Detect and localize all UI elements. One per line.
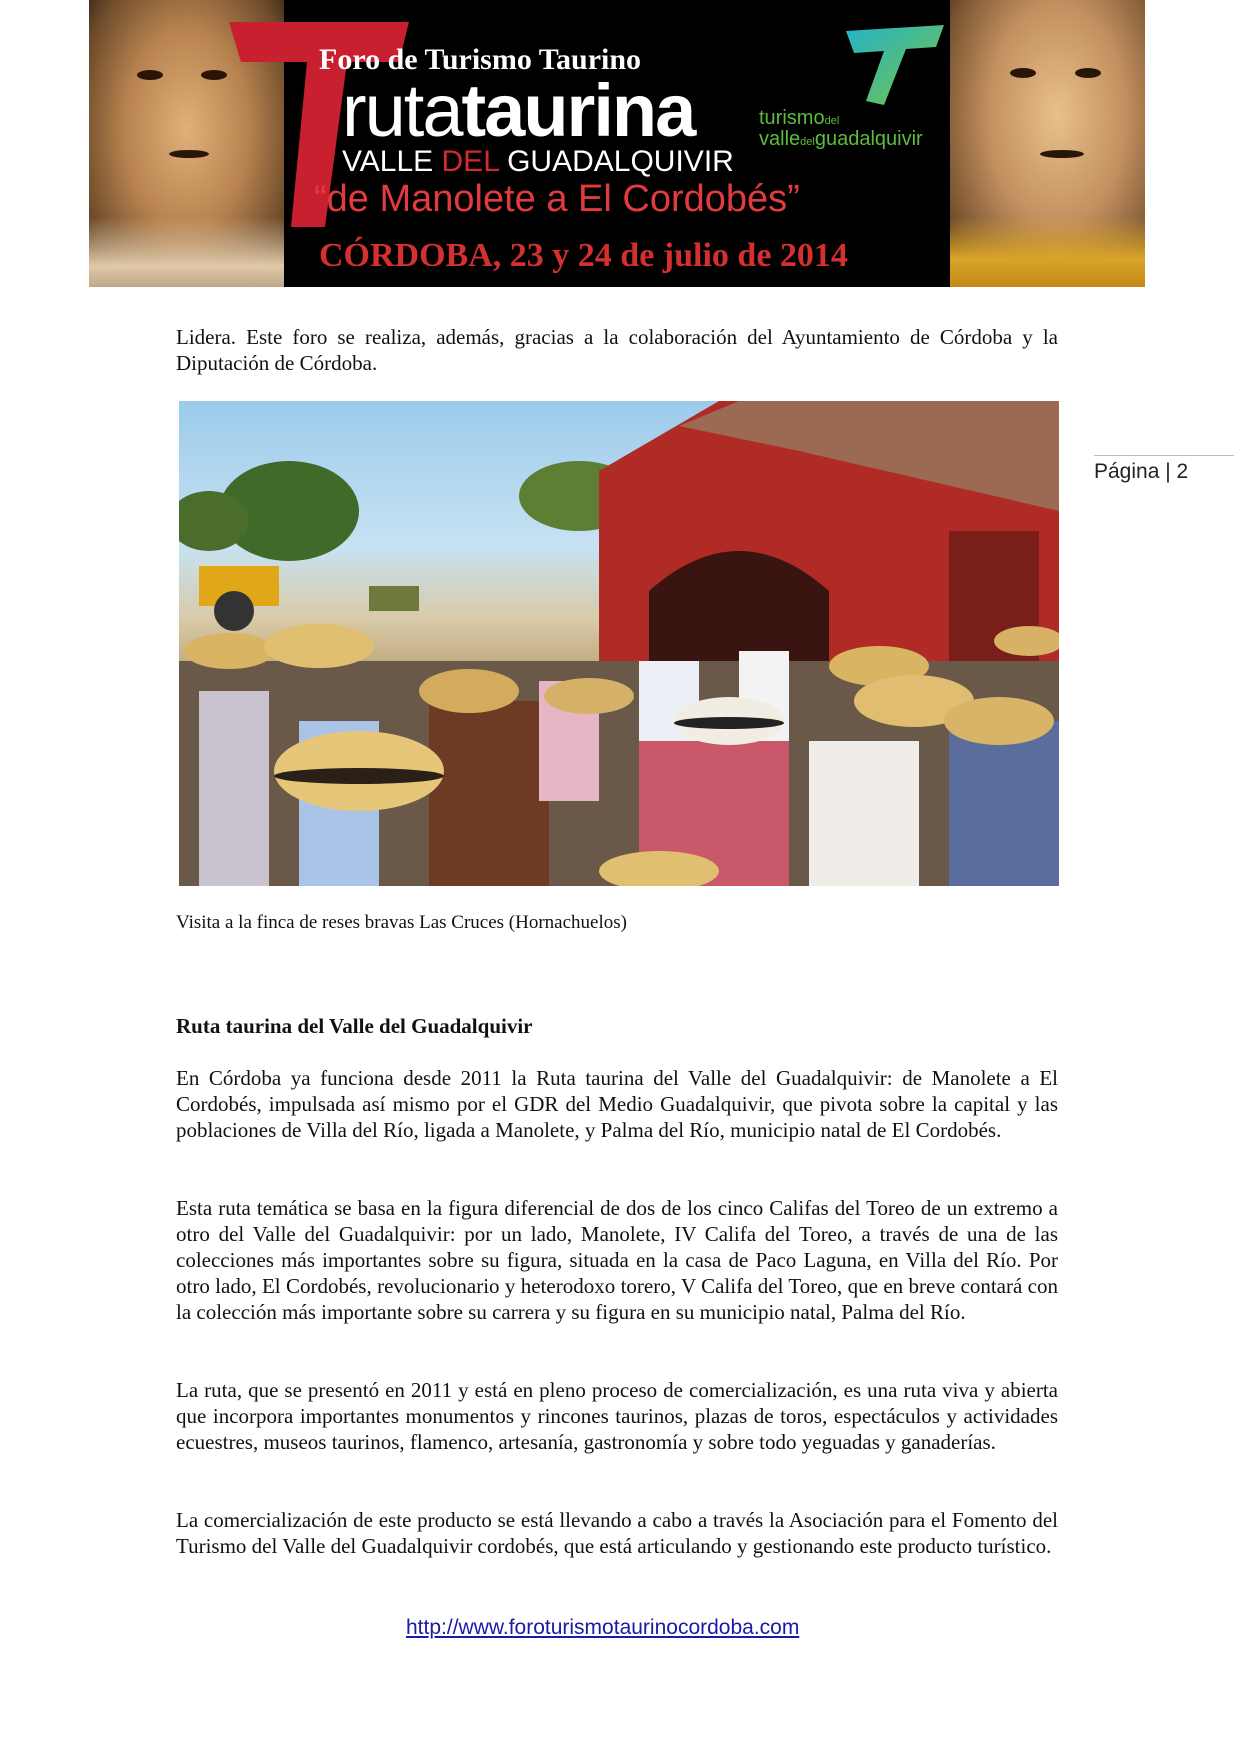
banner-quote: “de Manolete a El Cordobés” bbox=[314, 178, 800, 220]
header-banner bbox=[89, 0, 1145, 287]
section-paragraph-2: Esta ruta temática se basa en la figura diferencial de dos de los cinco Califas del Toreo de un extremo a otro del Valle del Guadalquivir: por un lado, Manolete, IV Califa del Toreo, a través de una de las colecciones más importantes sobre su figura, situada en la casa de Paco Laguna, en Villa del Río. Por otro lado, El Cordobés, revolucionario y heterodoxo torero, V Califa del Toreo, que en breve contará con la colección más importante sobre su carrera y su figura en su municipio natal, Palma del Río. bbox=[176, 1196, 1058, 1324]
section-paragraph-1: En Córdoba ya funciona desde 2011 la Ruta taurina del Valle del Guadalquivir: de Manolete a El Cordobés, impulsada así mismo por el GDR del Medio Guadalquivir, que pivota sobre la capital y las poblaciones de Villa del Río, ligada a Manolete, y Palma del Río, municipio natal de El Cordobés. bbox=[176, 1066, 1058, 1142]
crowd-photo-illustration bbox=[179, 401, 1059, 886]
logo-valle: valle bbox=[759, 128, 801, 150]
banner-ruta-taurina bbox=[342, 69, 695, 152]
intro-paragraph: Lidera. Este foro se realiza, además, gracias a la colaboración del Ayuntamiento de Córdoba y la Diputación de Córdoba. bbox=[176, 325, 1058, 375]
banner-date: CÓRDOBA, 23 y 24 de julio de 2014 bbox=[319, 237, 848, 274]
banner-valle-1: VALLE bbox=[342, 145, 442, 178]
section-paragraph-4: La comercialización de este producto se está llevando a cabo a través la Asociación para el Fomento del Turismo del Valle del Guadalquivir cordobés, que está articulando y gestionando este producto turístico. bbox=[176, 1508, 1058, 1558]
banner-ruta: ruta bbox=[342, 69, 462, 152]
banner-taurina: taurina bbox=[461, 69, 695, 152]
turismo-valle-logo-icon bbox=[844, 25, 949, 105]
banner-title: Foro de Turismo Taurino bbox=[319, 43, 642, 76]
logo-turismo: turismo bbox=[759, 107, 825, 129]
logo-del-1: del bbox=[824, 115, 840, 127]
page-number-rule bbox=[1094, 455, 1234, 456]
photo-caption: Visita a la finca de reses bravas Las Cruces (Hornachuelos) bbox=[176, 912, 627, 933]
visit-photo bbox=[179, 401, 1059, 886]
logo-del-2: del bbox=[800, 136, 815, 148]
footer-website-link[interactable]: http://www.foroturismotaurinocordoba.com bbox=[406, 1616, 800, 1639]
banner-valle bbox=[342, 145, 734, 179]
banner-valle-2: GUADALQUIVIR bbox=[498, 145, 734, 178]
turismo-valle-logo-text bbox=[759, 108, 923, 150]
section-paragraph-3: La ruta, que se presentó en 2011 y está en pleno proceso de comercialización, es una ruta viva y abierta que incorpora importantes monumentos y rincones taurinos, plazas de toros, espectáculos y actividades ecuestres, museos taurinos, flamenco, artesanía, gastronomía y sobre todo yeguadas y ganaderías. bbox=[176, 1378, 1058, 1454]
banner-valle-del: DEL bbox=[441, 145, 499, 178]
portrait-el-cordobes bbox=[950, 0, 1145, 287]
logo-guadalquivir: guadalquivir bbox=[814, 128, 923, 150]
section-heading: Ruta taurina del Valle del Guadalquivir bbox=[176, 1014, 533, 1038]
page-number: Página | 2 bbox=[1094, 460, 1189, 483]
